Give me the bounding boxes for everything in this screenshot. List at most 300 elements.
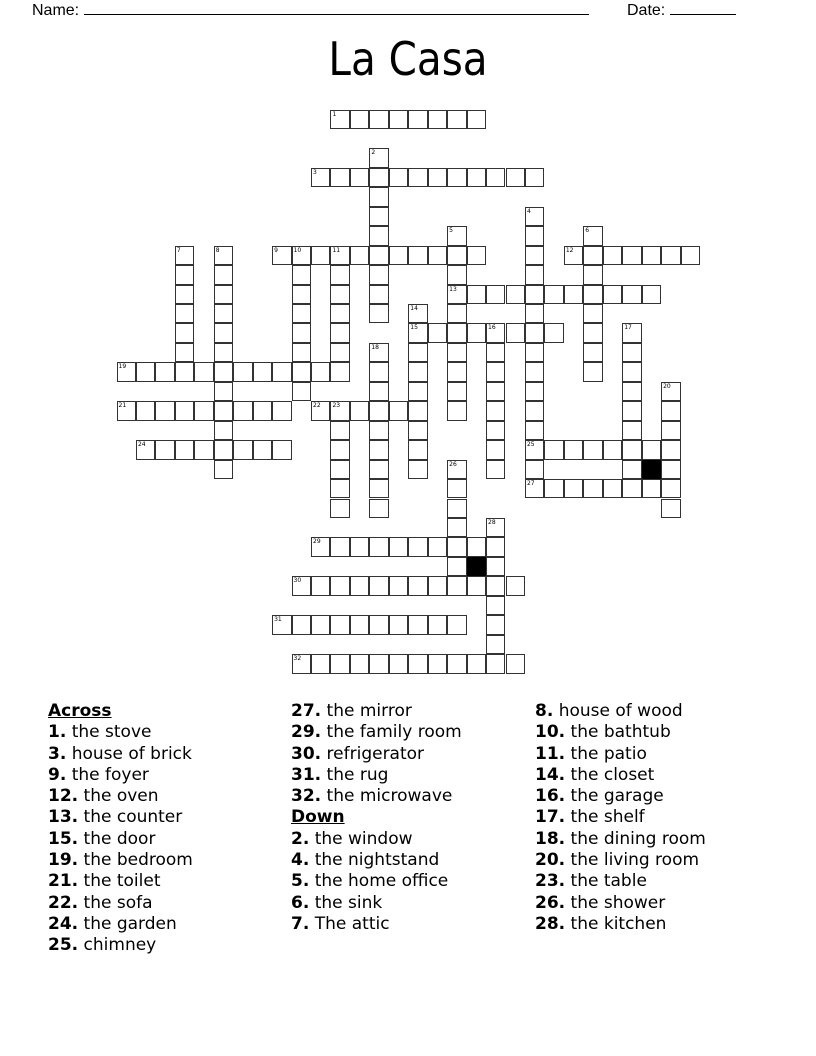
clue-number: 29 . [291,722,321,742]
grid-cell[interactable] [447,323,466,342]
grid-cell[interactable] [428,537,447,556]
clue-text: the garage [570,786,664,807]
grid-cell[interactable] [661,460,680,479]
grid-cell[interactable] [389,168,408,187]
grid-cell[interactable] [447,168,466,187]
clue-text: the microwave [326,786,453,807]
grid-cell[interactable] [447,382,466,401]
grid-cell[interactable] [486,615,505,634]
clue-number: 4 . [291,850,309,870]
grid-cell[interactable] [428,323,447,342]
grid-cell[interactable] [350,401,369,420]
grid-cell[interactable] [292,265,311,284]
grid-cell[interactable] [311,654,330,673]
grid-cell[interactable] [486,168,505,187]
grid-cell[interactable] [369,654,388,673]
grid-cell[interactable] [389,401,408,420]
grid-cell[interactable] [486,362,505,381]
grid-cell[interactable] [544,323,563,342]
grid-cell[interactable] [428,168,447,187]
clue-item [291,786,462,807]
grid-cell[interactable] [408,654,427,673]
grid-cell[interactable] [661,499,680,518]
grid-cell[interactable] [272,362,291,381]
clue-item [535,914,706,935]
grid-cell[interactable] [486,518,505,537]
clue-text: the shelf [570,807,645,828]
grid-cell[interactable] [428,615,447,634]
grid-cell[interactable] [447,285,466,304]
grid-cell[interactable] [350,654,369,673]
cell-number: 23 [332,402,341,410]
clue-text: the oven [83,786,159,807]
clue-item [535,829,706,850]
grid-cell[interactable] [311,168,330,187]
clue-item [535,701,706,722]
grid-cell[interactable] [389,537,408,556]
grid-cell[interactable] [272,440,291,459]
grid-cell[interactable] [330,110,349,129]
grid-cell[interactable] [408,382,427,401]
grid-cell[interactable] [330,499,349,518]
cell-number: 9 [274,246,278,254]
grid-cell[interactable] [369,148,388,167]
grid-cell[interactable] [447,226,466,245]
grid-cell[interactable] [428,110,447,129]
grid-cell[interactable] [175,362,194,381]
grid-cell[interactable] [447,110,466,129]
grid-cell[interactable] [136,401,155,420]
clue-number: 13 . [48,807,78,827]
grid-cell[interactable] [350,168,369,187]
grid-cell[interactable] [330,576,349,595]
grid-cell[interactable] [525,246,544,265]
grid-cell[interactable] [272,615,291,634]
grid-cell[interactable] [408,440,427,459]
grid-cell[interactable] [428,576,447,595]
grid-cell[interactable] [214,460,233,479]
grid-cell[interactable] [525,479,544,498]
grid-cell[interactable] [622,323,641,342]
grid-cell[interactable] [330,323,349,342]
name-label: Name: [32,2,80,19]
grid-cell[interactable] [486,382,505,401]
cell-number: 25 [526,441,535,449]
grid-cell[interactable] [292,576,311,595]
grid-cell[interactable] [583,285,602,304]
grid-cell[interactable] [622,382,641,401]
clue-item [535,850,706,871]
clue-number: 24 . [48,914,78,934]
grid-cell[interactable] [330,615,349,634]
grid-cell[interactable] [681,246,700,265]
grid-cell[interactable] [428,246,447,265]
grid-cell[interactable] [369,440,388,459]
grid-cell[interactable] [525,226,544,245]
clue-number: 8 . [535,701,553,721]
grid-cell[interactable] [117,362,136,381]
grid-cell[interactable] [330,246,349,265]
grid-cell[interactable] [389,615,408,634]
grid-cell[interactable] [214,323,233,342]
grid-cell[interactable] [622,421,641,440]
grid-cell[interactable] [467,537,486,556]
grid-cell[interactable] [506,323,525,342]
grid-cell[interactable] [350,615,369,634]
clue-text: house of brick [71,743,192,764]
grid-cell[interactable] [486,596,505,615]
grid-cell[interactable] [369,460,388,479]
grid-cell[interactable] [214,304,233,323]
clue-item [535,722,706,743]
grid-cell[interactable] [447,518,466,537]
grid-cell[interactable] [447,460,466,479]
grid-cell[interactable] [447,537,466,556]
grid-cell[interactable] [622,479,641,498]
grid-cell[interactable] [389,246,408,265]
grid-cell[interactable] [486,421,505,440]
grid-cell[interactable] [389,110,408,129]
grid-cell[interactable] [622,246,641,265]
grid-cell[interactable] [603,440,622,459]
grid-cell[interactable] [564,440,583,459]
grid-cell[interactable] [389,576,408,595]
grid-cell[interactable] [408,323,427,342]
grid-cell[interactable] [408,576,427,595]
grid-cell[interactable] [467,246,486,265]
cell-number: 6 [585,227,590,235]
grid-cell[interactable] [428,654,447,673]
grid-cell[interactable] [330,421,349,440]
grid-cell[interactable] [292,382,311,401]
grid-cell[interactable] [408,615,427,634]
grid-cell[interactable] [525,401,544,420]
grid-cell[interactable] [369,265,388,284]
clue-number: 14 . [535,765,565,785]
grid-cell[interactable] [292,362,311,381]
grid-cell[interactable] [214,421,233,440]
grid-cell[interactable] [583,323,602,342]
grid-cell[interactable] [408,343,427,362]
clue-text: the dining room [570,828,706,849]
grid-cell[interactable] [292,285,311,304]
grid-cell[interactable] [330,479,349,498]
grid-cell[interactable] [369,343,388,362]
grid-cell[interactable] [292,304,311,323]
grid-cell[interactable] [486,323,505,342]
grid-cell[interactable] [389,654,408,673]
grid-cell[interactable] [292,246,311,265]
grid-cell[interactable] [311,362,330,381]
grid-cell[interactable] [525,421,544,440]
grid-cell[interactable] [369,537,388,556]
grid-cell[interactable] [175,343,194,362]
grid-cell[interactable] [311,615,330,634]
grid-cell[interactable] [583,265,602,284]
grid-cell[interactable] [506,168,525,187]
grid-cell[interactable] [544,479,563,498]
grid-cell[interactable] [447,557,466,576]
grid-cell[interactable] [330,537,349,556]
grid-cell[interactable] [642,479,661,498]
cell-number: 10 [293,246,302,254]
grid-cell[interactable] [603,479,622,498]
cell-number: 21 [118,402,127,410]
grid-cell[interactable] [214,343,233,362]
grid-cell[interactable] [369,187,388,206]
grid-cell[interactable] [486,343,505,362]
grid-cell[interactable] [583,479,602,498]
grid-cell[interactable] [408,362,427,381]
grid-cell[interactable] [486,557,505,576]
grid-cell[interactable] [369,168,388,187]
grid-cell[interactable] [369,401,388,420]
grid-cell[interactable] [292,343,311,362]
grid-cell[interactable] [525,304,544,323]
grid-cell[interactable] [214,440,233,459]
grid-cell[interactable] [194,401,213,420]
grid-cell[interactable] [447,615,466,634]
grid-cell[interactable] [194,440,213,459]
grid-cell[interactable] [467,654,486,673]
grid-cell[interactable] [350,537,369,556]
grid-cell[interactable] [622,362,641,381]
grid-cell[interactable] [369,110,388,129]
grid-cell[interactable] [661,246,680,265]
grid-cell[interactable] [175,440,194,459]
grid-cell[interactable] [292,615,311,634]
grid-cell[interactable] [486,440,505,459]
grid-cell[interactable] [272,401,291,420]
grid-cell[interactable] [214,362,233,381]
grid-cell[interactable] [408,537,427,556]
grid-cell[interactable] [486,635,505,654]
grid-cell[interactable] [330,460,349,479]
grid-cell[interactable] [661,479,680,498]
grid-cell[interactable] [330,343,349,362]
grid-cell[interactable] [583,362,602,381]
grid-cell[interactable] [408,401,427,420]
grid-cell[interactable] [525,440,544,459]
grid-cell[interactable] [661,421,680,440]
grid-cell[interactable] [311,537,330,556]
grid-cell[interactable] [603,246,622,265]
grid-cell[interactable] [661,382,680,401]
grid-cell[interactable] [408,460,427,479]
grid-cell[interactable] [583,246,602,265]
grid-cell[interactable] [642,440,661,459]
grid-cell[interactable] [330,440,349,459]
grid-cell[interactable] [369,576,388,595]
grid-cell[interactable] [175,401,194,420]
grid-cell[interactable] [175,246,194,265]
grid-cell[interactable] [486,654,505,673]
grid-cell[interactable] [642,246,661,265]
clue-text: the nightstand [314,850,440,871]
clue-item [48,829,193,850]
grid-cell[interactable] [583,343,602,362]
grid-cell[interactable] [583,304,602,323]
grid-cell[interactable] [486,460,505,479]
grid-cell[interactable] [525,323,544,342]
grid-cell[interactable] [369,479,388,498]
cell-number: 24 [137,441,146,449]
grid-cell[interactable] [272,246,291,265]
grid-cell[interactable] [350,110,369,129]
cell-number: 19 [118,363,127,371]
grid-cell[interactable] [408,168,427,187]
grid-cell[interactable] [369,382,388,401]
grid-cell[interactable] [330,304,349,323]
grid-cell[interactable] [467,323,486,342]
grid-cell[interactable] [603,285,622,304]
grid-cell[interactable] [136,362,155,381]
grid-cell[interactable] [214,382,233,401]
cell-number: 32 [293,655,302,663]
grid-cell[interactable] [350,576,369,595]
grid-cell[interactable] [350,246,369,265]
grid-cell[interactable] [369,421,388,440]
grid-cell[interactable] [214,285,233,304]
grid-cell[interactable] [447,499,466,518]
grid-cell[interactable] [525,207,544,226]
grid-cell[interactable] [642,285,661,304]
grid-cell[interactable] [506,285,525,304]
grid-cell[interactable] [253,401,272,420]
grid-cell[interactable] [525,343,544,362]
grid-cell[interactable] [564,285,583,304]
grid-cell[interactable] [369,226,388,245]
clue-number: 22 . [48,893,78,913]
grid-cell[interactable] [330,265,349,284]
grid-cell[interactable] [330,285,349,304]
grid-cell[interactable] [525,285,544,304]
grid-cell[interactable] [486,576,505,595]
grid-cell[interactable] [525,362,544,381]
grid-cell[interactable] [369,285,388,304]
cell-number: 2 [371,149,376,157]
grid-cell[interactable] [175,323,194,342]
grid-cell[interactable] [330,168,349,187]
grid-cell[interactable] [369,304,388,323]
grid-cell[interactable] [486,537,505,556]
grid-cell[interactable] [155,440,174,459]
grid-cell[interactable] [447,479,466,498]
grid-cell[interactable] [117,401,136,420]
grid-cell[interactable] [622,401,641,420]
grid-cell[interactable] [622,285,641,304]
clue-text: the foyer [71,764,149,785]
grid-cell[interactable] [661,401,680,420]
grid-cell[interactable] [525,265,544,284]
grid-cell[interactable] [253,440,272,459]
grid-cell[interactable] [292,323,311,342]
grid-cell[interactable] [564,479,583,498]
grid-cell[interactable] [544,285,563,304]
grid-cell[interactable] [583,440,602,459]
grid-cell[interactable] [292,654,311,673]
grid-cell[interactable] [486,401,505,420]
grid-cell[interactable] [506,654,525,673]
clue-item [535,871,706,892]
clue-number: 10 . [535,722,565,742]
grid-cell[interactable] [447,246,466,265]
clue-text: the window [314,828,413,849]
grid-cell[interactable] [408,421,427,440]
grid-cell[interactable] [447,576,466,595]
grid-cell[interactable] [467,168,486,187]
grid-cell[interactable] [467,285,486,304]
grid-cell[interactable] [544,440,563,459]
grid-cell[interactable] [214,265,233,284]
grid-cell[interactable] [369,499,388,518]
grid-cell[interactable] [330,401,349,420]
grid-cell[interactable] [311,576,330,595]
grid-cell[interactable] [525,168,544,187]
grid-cell[interactable] [525,382,544,401]
grid-cell[interactable] [622,440,641,459]
grid-cell[interactable] [330,654,349,673]
grid-cell[interactable] [194,362,213,381]
grid-cell[interactable] [622,460,641,479]
grid-cell[interactable] [253,362,272,381]
grid-cell[interactable] [467,576,486,595]
grid-cell[interactable] [525,460,544,479]
clue-text: the bedroom [83,850,193,871]
grid-cell[interactable] [408,246,427,265]
grid-cell[interactable] [155,362,174,381]
grid-cell[interactable] [311,246,330,265]
grid-cell[interactable] [506,576,525,595]
clue-column-2 [291,701,462,935]
grid-cell[interactable] [408,304,427,323]
grid-cell[interactable] [214,401,233,420]
grid-cell[interactable] [447,265,466,284]
grid-cell[interactable] [369,246,388,265]
grid-cell[interactable] [233,401,252,420]
grid-cell[interactable] [447,401,466,420]
clue-item [291,893,462,914]
grid-cell[interactable] [467,110,486,129]
grid-cell[interactable] [175,265,194,284]
grid-cell[interactable] [447,362,466,381]
grid-cell[interactable] [661,440,680,459]
grid-cell[interactable] [155,401,174,420]
clue-item [48,914,193,935]
grid-cell[interactable] [583,226,602,245]
cell-number: 1 [332,110,337,118]
grid-cell[interactable] [486,285,505,304]
grid-cell[interactable] [369,615,388,634]
grid-cell[interactable] [175,304,194,323]
grid-cell[interactable] [311,401,330,420]
grid-cell[interactable] [330,362,349,381]
grid-cell[interactable] [214,246,233,265]
grid-cell[interactable] [369,362,388,381]
grid-cell[interactable] [233,440,252,459]
grid-cell[interactable] [447,304,466,323]
grid-cell[interactable] [233,362,252,381]
grid-cell[interactable] [447,343,466,362]
grid-cell[interactable] [447,654,466,673]
grid-cell[interactable] [175,285,194,304]
grid-cell[interactable] [564,246,583,265]
clue-item [535,744,706,765]
grid-cell[interactable] [136,440,155,459]
grid-cell[interactable] [408,110,427,129]
grid-cell[interactable] [622,343,641,362]
grid-cell[interactable] [369,207,388,226]
